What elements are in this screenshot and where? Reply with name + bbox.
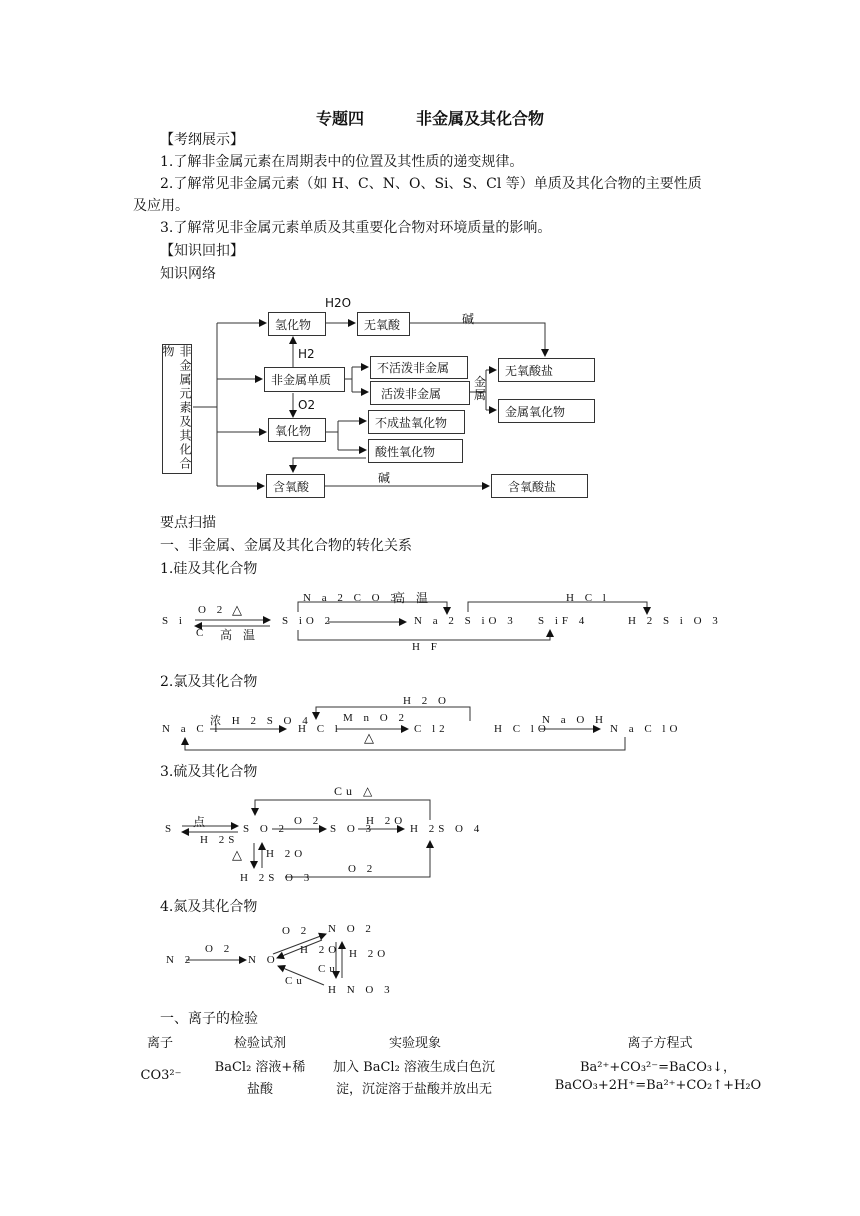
cl-hcl: H C l (298, 723, 342, 735)
metal-label: 金属 (474, 375, 487, 402)
table-cell-equation-1: Ba²⁺+CO₃²⁻=BaCO₃↓， (579, 1060, 737, 1075)
outline-header: 【考纲展示】 (160, 132, 244, 148)
s-so3: S O 3 (330, 823, 376, 835)
acidic-oxide-box: 酸性氧化物 (368, 439, 463, 463)
cl-triangle: △ (364, 730, 378, 745)
element-box: 非金属单质 (264, 367, 345, 392)
si-o2: O 2 (198, 604, 227, 616)
n-cu-2: Cu (285, 975, 306, 987)
base-label-2: 碱 (378, 471, 391, 485)
oxide-box: 氧化物 (268, 418, 326, 442)
s-h2s: H 2S (200, 834, 239, 846)
oxygen-free-salt-box: 无氧酸盐 (498, 358, 595, 382)
page-title: 专题四 非金属及其化合物 (315, 109, 545, 128)
s-title: 3.硫及其化合物 (160, 764, 258, 780)
cl-naclo: N a C lO (610, 723, 682, 735)
oxyacid-box: 含氧酸 (266, 474, 325, 498)
oxygen-free-acid-box: 无氧酸 (357, 312, 410, 336)
si-sio2: S iO 2 (282, 615, 335, 627)
table-cell-reagent-2: 盐酸 (246, 1082, 273, 1097)
cl-naoh: N a O H (542, 714, 607, 726)
table-cell-ion: CO3²⁻ (140, 1068, 182, 1083)
table-header-equation: 离子方程式 (627, 1036, 693, 1051)
cl-title: 2.氯及其化合物 (160, 674, 258, 690)
base-label-1: 碱 (462, 312, 475, 326)
section2-title: 一、离子的检验 (160, 1011, 258, 1027)
root-box: 非金属元素及其化合物 (162, 344, 192, 474)
cl-nacl: N a C l (162, 723, 222, 735)
n-no2: N O 2 (328, 923, 375, 935)
s-so2: S O 2 (243, 823, 289, 835)
n-title: 4.氮及其化合物 (160, 899, 258, 915)
hydride-box: 氢化物 (268, 312, 326, 336)
table-header-reagent: 检验试剂 (233, 1036, 286, 1051)
table-cell-phenomenon-1: 加入 BaCl₂ 溶液生成白色沉 (333, 1060, 495, 1075)
h2-label: H2 (298, 347, 315, 361)
si-hf: H F (412, 641, 441, 653)
inactive-box: 不活泼非金属 (370, 356, 468, 379)
si-h2sio3: H 2 S i O 3 (628, 615, 722, 627)
s-h2o: H 2O (366, 815, 407, 827)
si-gaowen-2: 高 温 (393, 591, 433, 605)
cl-cl2: C l2 (414, 723, 449, 735)
s-s: S (165, 823, 176, 835)
s-h2so4: H 2S O 4 (410, 823, 484, 835)
outline-item-2: 2.了解常见非金属元素（如 H、C、N、O、Si、S、Cl 等）单质及其化合物的主要性质 (160, 176, 702, 192)
table-header-ion: 离子 (146, 1036, 173, 1051)
s-dian: 点 (193, 815, 210, 829)
cl-h2o: H 2 O (403, 695, 450, 707)
review-header: 【知识回扣】 (160, 243, 244, 259)
outline-item-3: 3.了解常见非金属元素单质及其重要化合物对环境质量的影响。 (160, 220, 552, 236)
table-header-phenomenon: 实验现象 (388, 1036, 441, 1051)
h2o-label: H2O (325, 296, 352, 310)
section1-title: 一、非金属、金属及其化合物的转化关系 (160, 538, 412, 554)
s-o2: O 2 (294, 815, 323, 827)
si-na2sio3: N a 2 S iO 3 (414, 615, 517, 627)
metal-oxide-box: 金属氧化物 (498, 399, 595, 423)
outline-item-1: 1.了解非金属元素在周期表中的位置及其性质的递变规律。 (160, 154, 524, 170)
oxyacid-salt-box: 含氧酸盐 (491, 474, 588, 498)
outline-item-2-cont: 及应用。 (133, 198, 189, 214)
n-o2: O 2 (205, 943, 234, 955)
s-o2-2: O 2 (348, 863, 377, 875)
n-h2o: H 2O (300, 944, 341, 956)
s-triangle: △ (232, 847, 246, 862)
n-no: N O (248, 954, 279, 966)
key-points-label: 要点扫描 (160, 515, 216, 531)
non-salt-oxide-box: 不成盐氧化物 (368, 410, 465, 434)
si-triangle: △ (232, 602, 246, 617)
n-h2o-2: H 2O (349, 948, 390, 960)
s-h2o-2: H 2O (266, 848, 307, 860)
si-gaowen-1: 高 温 (220, 628, 260, 642)
n-n2: N 2 (166, 954, 195, 966)
cl-mno2: M n O 2 (343, 712, 408, 724)
active-box: 活泼非金属 (370, 381, 470, 405)
table-cell-reagent-1: BaCl₂ 溶液+稀 (214, 1060, 306, 1075)
cl-conc-h2so4: 浓 H 2 S O 4 (210, 715, 312, 727)
s-h2so3: H 2S O 3 (240, 872, 314, 884)
si-si: S i (162, 615, 186, 627)
s-cu-heat: Cu △ (334, 784, 377, 798)
table-cell-phenomenon-2: 淀，沉淀溶于盐酸并放出无 (335, 1082, 492, 1097)
n-o2-2: O 2 (282, 925, 311, 937)
si-na2co3: N a 2 C O 3 (303, 592, 400, 604)
o2-label: O2 (298, 398, 316, 412)
si-sif4: S iF 4 (538, 615, 589, 627)
si-hcl: H C l (566, 592, 610, 604)
n-hno3: H N O 3 (328, 984, 394, 996)
si-c: C (196, 627, 208, 639)
si-title: 1.硅及其化合物 (160, 561, 258, 577)
n-cu: Cu (318, 963, 339, 975)
cl-hclo: H C lO (494, 723, 550, 735)
table-cell-equation-2: BaCO₃+2H⁺=Ba²⁺+CO₂↑+H₂O (554, 1078, 762, 1093)
network-label: 知识网络 (160, 266, 216, 282)
